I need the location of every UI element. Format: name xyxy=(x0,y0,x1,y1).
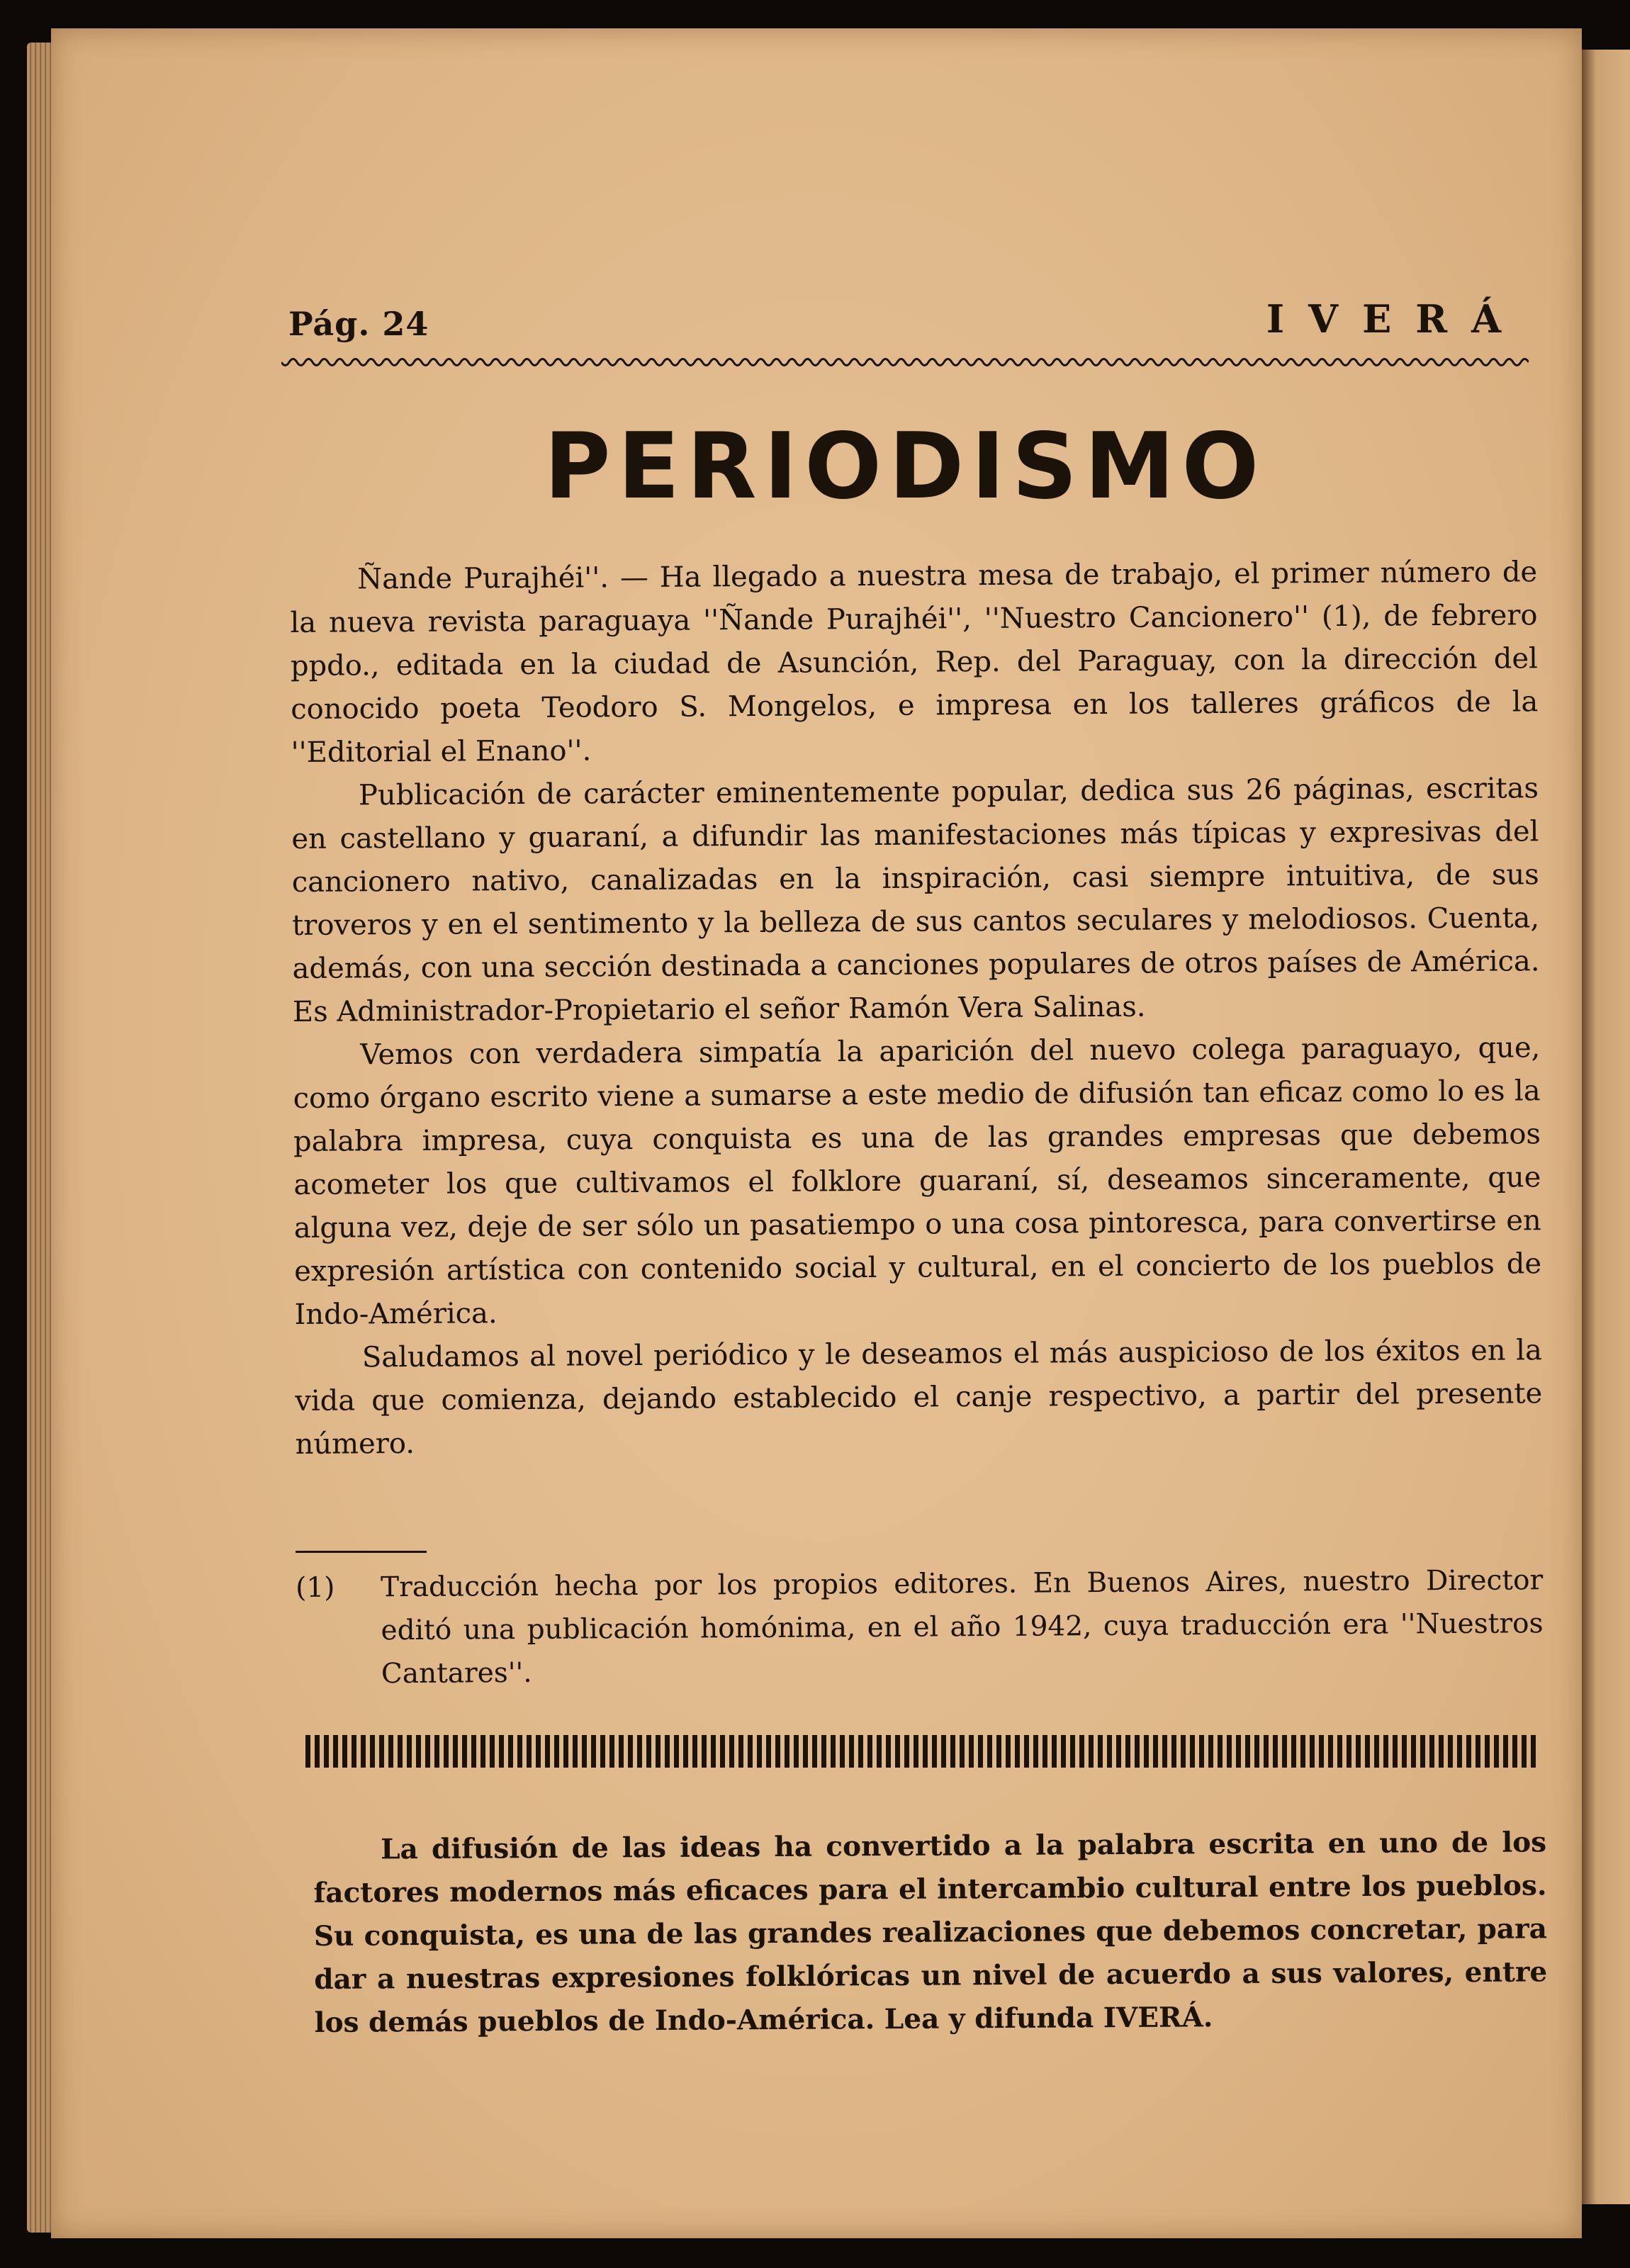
promo-notice xyxy=(313,1821,1548,2045)
footnote-divider xyxy=(296,1551,427,1553)
ornamental-comb-divider xyxy=(297,1729,1541,1772)
footnote-text: Traducción hecha por los propios editores. En Buenos Aires, nuestro Director editó una publicación homónima, en el año 1942, cuya traducción era ''Nuestros Cantares''. xyxy=(381,1564,1544,1690)
article-paragraph: Publicación de carácter eminentemente popular, dedica sus 26 páginas, escritas en castellano y guaraní, a difundir las manifestaciones más típicas y expresivas del cancionero nativo, canalizadas en la inspiración, casi siempre intuitiva, de sus troveros y en el sentimento y la belleza de sus cantos seculares y melodiosos. Cuenta, además, con una sección destinada a canciones populares de otros países de América. Es Administrador-Propietario el señor Ramón Vera Salinas. xyxy=(291,772,1540,1028)
article-paragraph: Vemos con verdadera simpatía la aparición del nuevo colega paraguayo, que, como órgano escrito viene a sumarse a este medio de difusión tan eficaz como lo es la palabra impresa, cuya conquista es una de las grandes empresas que debemos acometer los que cultivamos el folklore guaraní, sí, deseamos sinceramente, que alguna vez, deje de ser sólo un pasatiempo o una cosa pintoresca, para convertirse en expresión artística con contenido social y cultural, en el concierto de los pueblos de Indo-América. xyxy=(293,1031,1542,1331)
next-page-edge xyxy=(1582,50,1630,2204)
page-number: Pág. 24 xyxy=(288,305,429,343)
article-paragraph: Saludamos al novel periódico y le deseamos el más auspicioso de los éxitos en la vida que comienza, dejando establecido el canje respectivo, a partir del presente número. xyxy=(295,1334,1543,1461)
magazine-name: IVERÁ xyxy=(1266,296,1525,342)
promo-text: La difusión de las ideas ha convertido a la palabra escrita en uno de los factores modernos más eficaces para el intercambio cultural entre los pueblos. Su conquista, es una de las grandes realizaciones que debemos concretar, para dar a nuestras expresiones folklóricas un nivel de acuerdo a sus valores, entre los demás pueblos de Indo-América. Lea y difunda IVERÁ. xyxy=(313,1826,1548,2039)
magazine-page xyxy=(51,28,1582,2238)
article-body xyxy=(290,551,1543,1466)
article-paragraph: Ñande Purajhéi''. — Ha llegado a nuestra mesa de trabajo, el primer número de la nueva revista paraguaya ''Ñande Purajhéi'', ''Nuestro Cancionero'' (1), de febrero ppdo., editada en la ciudad de Asunción, Rep. del Paraguay, con la dirección del conocido poeta Teodoro S. Mongelos, e impresa en los talleres gráficos de la ''Editorial el Enano''. xyxy=(290,556,1539,769)
running-header xyxy=(281,296,1525,353)
footnote xyxy=(296,1559,1544,1696)
footnote-marker: (1) xyxy=(296,1571,335,1604)
article-title: PERIODISMO xyxy=(544,414,1266,520)
wavy-rule-divider xyxy=(281,353,1529,371)
